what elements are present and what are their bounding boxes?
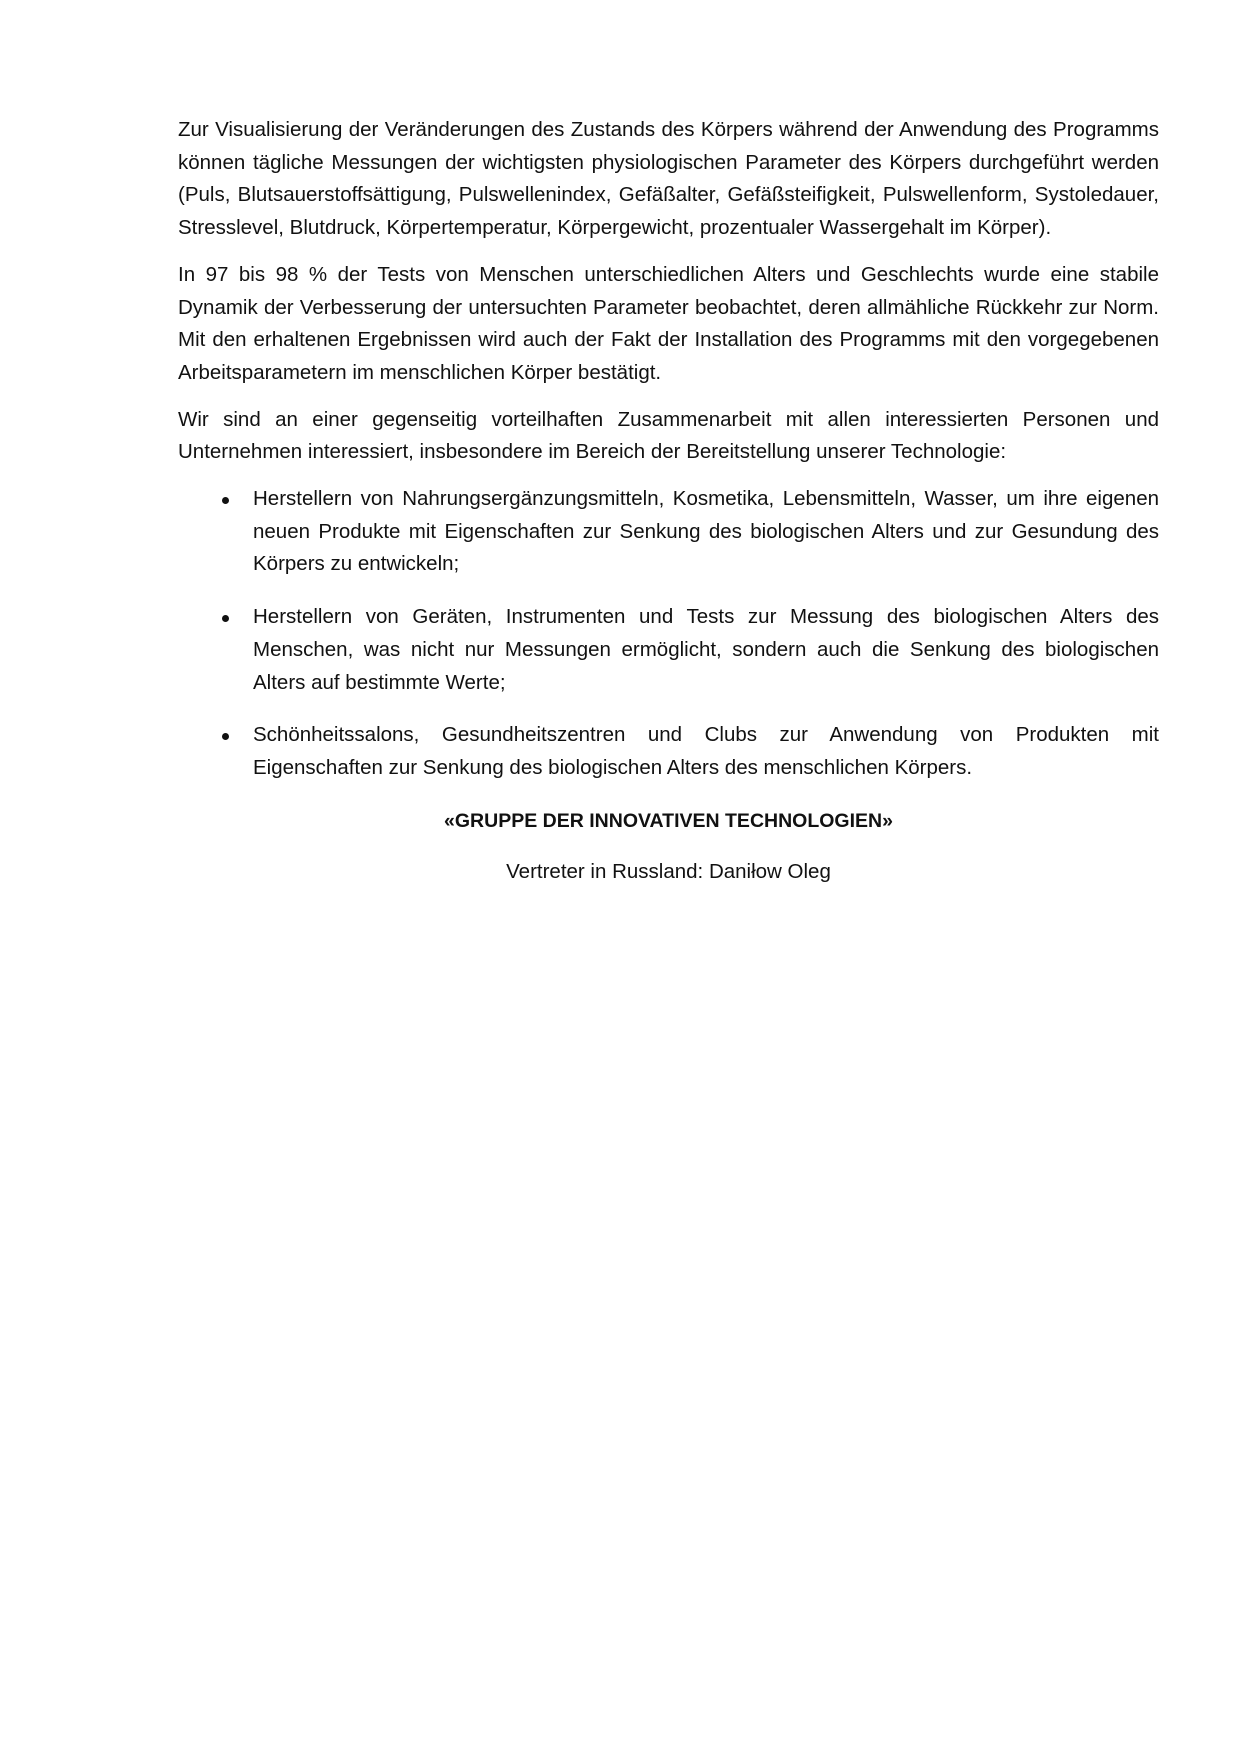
paragraph-cooperation: Wir sind an einer gegenseitig vorteilhaften Zusammenarbeit mit allen interessierten Personen und Unternehmen interessiert, insbesondere im Bereich der Bereitstellung unserer Technologie: [178,407,1159,464]
company-heading: «GRUPPE DER INNOVATIVEN TECHNOLOGIEN» [444,809,893,832]
bullet-icon [222,733,229,740]
document-body [178,114,1159,889]
cooperation-list [178,483,1159,785]
paragraph-visualization: Zur Visualisierung der Veränderungen des Zustands des Körpers während der Anwendung des Programms können tägliche Messungen der wichtigsten physiologischen Parameter des Körpers durchgeführt werden (Puls, Blutsauerstoffsättigung, Pulswellenindex, Gefäßalter, Gefäßsteifigkeit, Pulswellenform, Systoledauer, Stresslevel, Blutdruck, Körpertemperatur, Körpergewicht, prozentualer Wassergehalt im Körper). [178,118,1159,240]
bullet-icon [222,497,229,504]
bullet-icon [222,615,229,622]
list-item [178,601,1159,699]
list-item [178,719,1159,784]
representative-line: Vertreter in Russland: Daniłow Oleg [506,860,831,884]
paragraph-test-results: In 97 bis 98 % der Tests von Menschen unterschiedlichen Alters und Geschlechts wurde eine stabile Dynamik der Verbesserung der untersuchten Parameter beobachtet, deren allmähliche Rückkehr zur Norm. Mit den erhaltenen Ergebnissen wird auch der Fakt der Installation des Programms mit den vorgegebenen Arbeitsparametern im menschlichen Körper bestätigt. [178,262,1159,384]
list-item-text: Herstellern von Nahrungsergänzungsmitteln, Kosmetika, Lebensmitteln, Wasser, um ihre eigenen neuen Produkte mit Eigenschaften zur Senkung des biologischen Alters und zur Gesundung des Körpers zu entwickeln; [253,487,1159,576]
list-item-text: Schönheitssalons, Gesundheitszentren und Clubs zur Anwendung von Produkten mit Eigenschaften zur Senkung des biologischen Alters des menschlichen Körpers. [253,723,1159,779]
list-item [178,483,1159,581]
list-item-text: Herstellern von Geräten, Instrumenten und Tests zur Messung des biologischen Alters des Menschen, was nicht nur Messungen ermöglicht, sondern auch die Senkung des biologischen Alters auf bestimmte Werte; [253,605,1159,694]
